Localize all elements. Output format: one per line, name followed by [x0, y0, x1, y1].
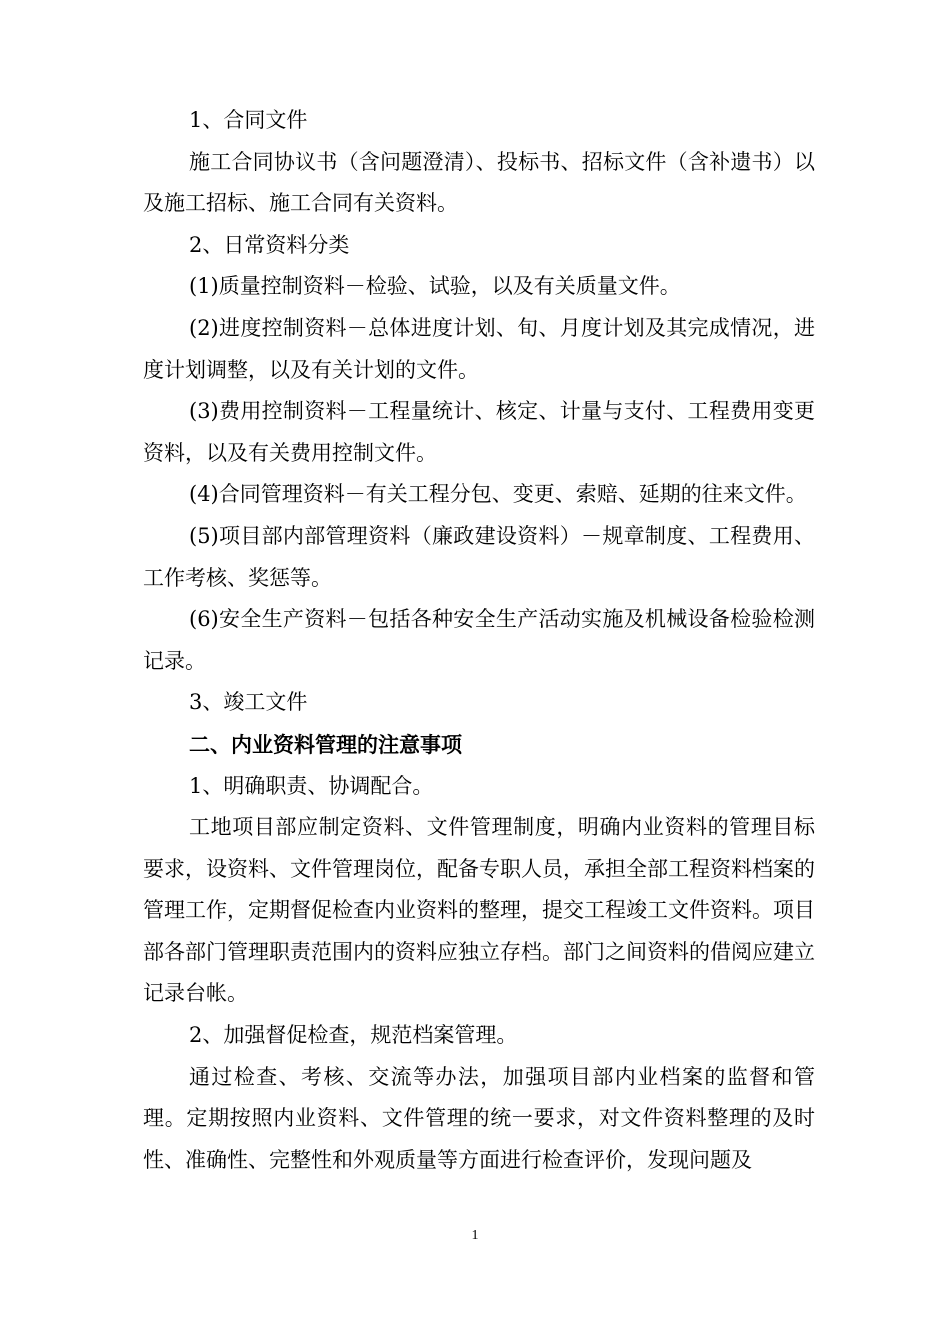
list-item-safety-production: (6)安全生产资料－包括各种安全生产活动实施及机械设备检验检测记录。: [143, 607, 815, 673]
section-title-contract-documents: 1、合同文件: [189, 108, 308, 132]
paragraph-responsibilities: 工地项目部应制定资料、文件管理制度，明确内业资料的管理目标要求，设资料、文件管理岗位，配备专职人员，承担全部工程资料档案的管理工作，定期督促检查内业资料的整理，提交工程竣工文件资料。项目部各部门管理职责范围内的资料应独立存档。部门之间资料的借阅应建立记录台帐。: [143, 815, 815, 1006]
paragraph-contract-documents: 施工合同协议书（含问题澄清）、投标书、招标文件（含补遗书）以及施工招标、施工合同有关资料。: [143, 149, 815, 216]
section-title-daily-classification: 2、日常资料分类: [189, 232, 350, 257]
list-item-quality-control: (1)质量控制资料－检验、试验，以及有关质量文件。: [189, 274, 681, 299]
paragraph-supervision: 通过检查、考核、交流等办法，加强项目部内业档案的监督和管理。定期按照内业资料、文件管理的统一要求，对文件资料整理的及时性、准确性、完整性和外观质量等方面进行检查评价，发现问题及: [143, 1064, 815, 1172]
document-body: [143, 100, 815, 1181]
list-item-progress-control: (2)进度控制资料－总体进度计划、旬、月度计划及其完成情况，进度计划调整，以及有关计划的文件。: [143, 315, 815, 382]
section-title-completion-documents: 3、竣工文件: [189, 690, 308, 715]
list-item-cost-control: (3)费用控制资料－工程量统计、核定、计量与支付、工程费用变更资料，以及有关费用控制文件。: [143, 399, 815, 465]
list-item-contract-management: (4)合同管理资料－有关工程分包、变更、索赔、延期的往来文件。: [189, 482, 807, 507]
heading-precautions: 二、内业资料管理的注意事项: [189, 731, 462, 757]
page-number: 1: [471, 1228, 479, 1243]
section-title-supervision: 2、加强督促检查，规范档案管理。: [189, 1023, 518, 1048]
list-item-internal-management: (5)项目部内部管理资料（廉政建设资料）－规章制度、工程费用、工作考核、奖惩等。: [143, 523, 815, 590]
section-title-responsibilities: 1、明确职责、协调配合。: [189, 773, 434, 798]
